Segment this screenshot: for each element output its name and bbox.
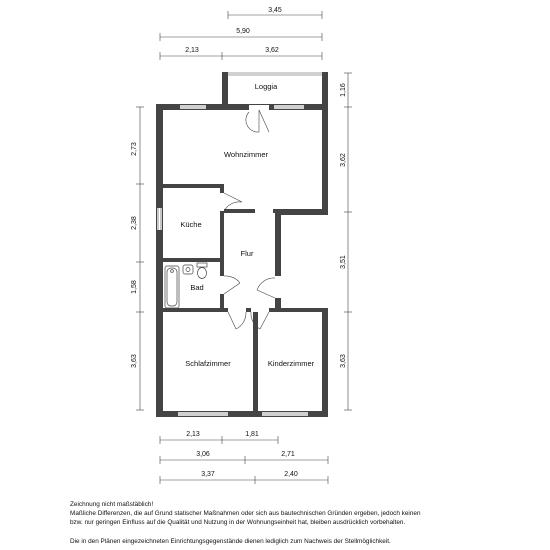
dim-left-4: 3,63: [131, 354, 138, 368]
dim-left-3: 1,58: [131, 280, 138, 294]
dim-top-row1: 3,45: [268, 7, 282, 14]
dim-right-1: 1,16: [340, 83, 347, 97]
dim-top-row3-right: 3,62: [265, 47, 279, 54]
dim-top-row3-left: 2,13: [185, 47, 199, 54]
dim-bottom-row3-left: 3,37: [201, 471, 215, 478]
note-not-to-scale: Zeichnung nicht maßstäblich!: [70, 501, 154, 508]
room-label-kinderzimmer: Kinderzimmer: [267, 359, 315, 368]
note-furniture: Die in den Plänen eingezeichneten Einrichtungsgegenstände dienen lediglich zum Nachweis der Stellmöglichkeit.: [70, 537, 391, 545]
toilet-tank: [197, 263, 207, 267]
dim-bottom-row2-right: 2,71: [281, 451, 295, 458]
dim-right-3: 3,51: [340, 255, 347, 269]
doors: [224, 110, 275, 329]
dim-bottom-row1-left: 2,13: [186, 431, 200, 438]
note-dimension-differences: Maßliche Differenzen, die auf Grund statischer Maßnahmen oder sich aus bautechnischen Gründen ergeben, jedoch keinen: [70, 510, 421, 518]
room-label-bad: Bad: [190, 283, 204, 292]
room-label-flur: Flur: [240, 249, 254, 258]
washbasin: [183, 265, 193, 274]
toilet-bowl: [198, 268, 207, 279]
dim-left-2: 2,38: [131, 216, 138, 230]
dim-left-1: 2,73: [131, 142, 138, 156]
dim-bottom-row1-right: 1,81: [245, 431, 259, 438]
dim-right-4: 3,63: [340, 354, 347, 368]
dim-bottom-row2-left: 3,06: [196, 451, 210, 458]
dim-top-row2: 5,90: [236, 28, 250, 35]
dim-right-2: 3,62: [340, 153, 347, 167]
room-label-wohnzimmer: Wohnzimmer: [223, 150, 269, 159]
dim-bottom-row3-right: 2,40: [284, 471, 298, 478]
room-label-kueche: Küche: [180, 220, 202, 229]
room-label-schlafzimmer: Schlafzimmer: [185, 359, 231, 368]
disclaimer-notes: [70, 500, 540, 546]
note-reservation: bzw. nur geringen Einfluss auf die Qualität und Nutzung in der Wohnungseinheit hat, bleiben ausdrücklich vorbehalten.: [70, 519, 406, 527]
room-label-loggia: Loggia: [254, 82, 278, 91]
